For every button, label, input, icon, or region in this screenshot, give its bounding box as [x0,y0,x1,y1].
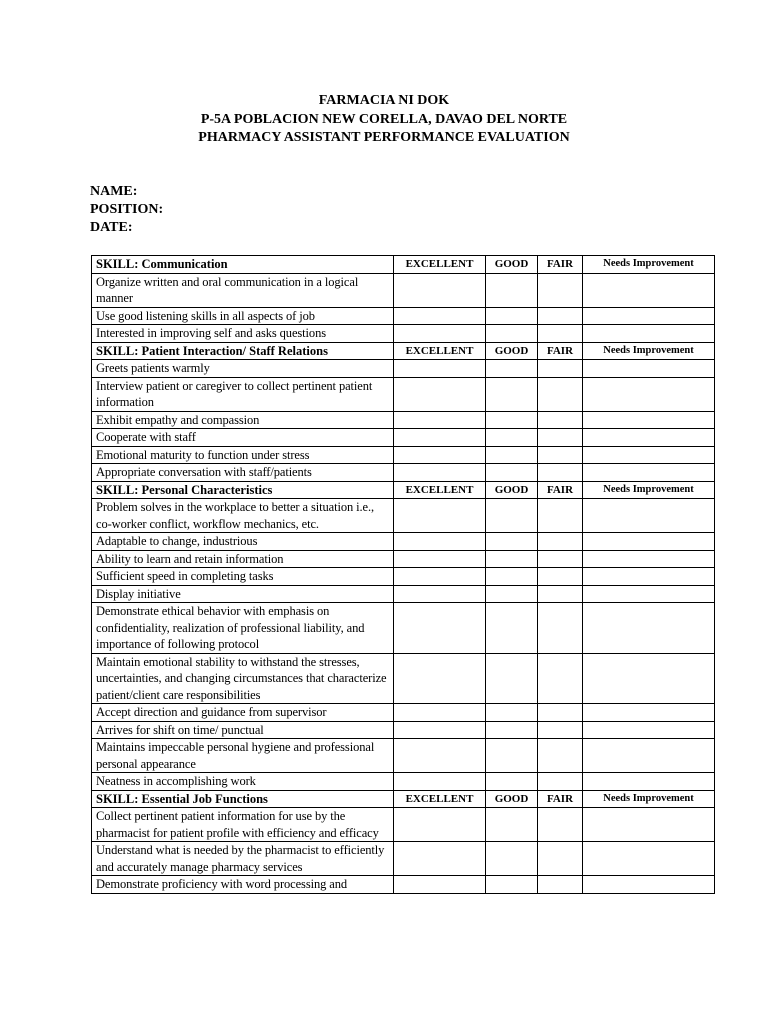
rating-cell-excellent[interactable] [394,377,486,411]
rating-cell-excellent[interactable] [394,325,486,343]
rating-cell-needs-improvement[interactable] [583,808,715,842]
criteria-label: Interview patient or caregiver to collect pertinent patient information [92,377,394,411]
rating-cell-needs-improvement[interactable] [583,446,715,464]
criteria-label: Maintains impeccable personal hygiene and professional personal appearance [92,739,394,773]
rating-cell-needs-improvement[interactable] [583,273,715,307]
skill-title: SKILL: Communication [92,256,394,274]
column-header-good: GOOD [486,790,538,808]
rating-cell-excellent[interactable] [394,739,486,773]
rating-cell-excellent[interactable] [394,411,486,429]
rating-cell-fair[interactable] [538,585,583,603]
rating-cell-excellent[interactable] [394,653,486,704]
criteria-row [92,464,715,482]
criteria-row [92,876,715,894]
rating-cell-excellent[interactable] [394,568,486,586]
rating-cell-good[interactable] [486,721,538,739]
rating-cell-excellent[interactable] [394,360,486,378]
criteria-row [92,808,715,842]
criteria-label: Demonstrate ethical behavior with emphasis on confidentiality, realization of professional liability, and importance of following protocol [92,603,394,654]
rating-cell-excellent[interactable] [394,550,486,568]
rating-cell-good[interactable] [486,533,538,551]
rating-cell-needs-improvement[interactable] [583,773,715,791]
rating-cell-fair[interactable] [538,499,583,533]
rating-cell-excellent[interactable] [394,307,486,325]
rating-cell-good[interactable] [486,307,538,325]
rating-cell-fair[interactable] [538,325,583,343]
column-header-fair: FAIR [538,256,583,274]
rating-cell-needs-improvement[interactable] [583,876,715,894]
criteria-label: Problem solves in the workplace to better a situation i.e., co-worker conflict, workflow mechanics, etc. [92,499,394,533]
rating-cell-good[interactable] [486,464,538,482]
criteria-row [92,704,715,722]
rating-cell-fair[interactable] [538,876,583,894]
criteria-label: Accept direction and guidance from supervisor [92,704,394,722]
rating-cell-fair[interactable] [538,446,583,464]
criteria-label: Adaptable to change, industrious [92,533,394,551]
criteria-label: Interested in improving self and asks questions [92,325,394,343]
criteria-label: Exhibit empathy and compassion [92,411,394,429]
column-header-excellent: EXCELLENT [394,790,486,808]
rating-cell-good[interactable] [486,842,538,876]
criteria-label: Arrives for shift on time/ punctual [92,721,394,739]
column-header-excellent: EXCELLENT [394,342,486,360]
criteria-label: Appropriate conversation with staff/patients [92,464,394,482]
rating-cell-good[interactable] [486,568,538,586]
criteria-row [92,360,715,378]
rating-cell-good[interactable] [486,411,538,429]
criteria-row [92,377,715,411]
criteria-label: Maintain emotional stability to withstand the stresses, uncertainties, and changing circumstances that characterize patient/client care responsibilities [92,653,394,704]
rating-cell-fair[interactable] [538,533,583,551]
rating-cell-fair[interactable] [538,568,583,586]
criteria-row [92,499,715,533]
criteria-row [92,533,715,551]
rating-cell-good[interactable] [486,876,538,894]
pharmacy-name: FARMACIA NI DOK [318,93,450,108]
rating-cell-good[interactable] [486,704,538,722]
rating-cell-good[interactable] [486,550,538,568]
rating-cell-excellent[interactable] [394,273,486,307]
criteria-row [92,842,715,876]
rating-cell-fair[interactable] [538,721,583,739]
rating-cell-fair[interactable] [538,739,583,773]
column-header-good: GOOD [486,342,538,360]
skill-header-row [92,481,715,499]
rating-cell-fair[interactable] [538,808,583,842]
criteria-row [92,739,715,773]
column-header-good: GOOD [486,256,538,274]
rating-cell-good[interactable] [486,653,538,704]
rating-cell-needs-improvement[interactable] [583,533,715,551]
rating-cell-needs-improvement[interactable] [583,585,715,603]
column-header-good: GOOD [486,481,538,499]
column-header-needs-improvement: Needs Improvement [583,342,715,360]
rating-cell-needs-improvement[interactable] [583,568,715,586]
rating-cell-good[interactable] [486,603,538,654]
rating-cell-excellent[interactable] [394,499,486,533]
rating-cell-fair[interactable] [538,273,583,307]
rating-cell-needs-improvement[interactable] [583,550,715,568]
name-field-label: NAME: [90,184,138,199]
skill-title: SKILL: Essential Job Functions [92,790,394,808]
rating-cell-good[interactable] [486,446,538,464]
date-field-label: DATE: [90,220,133,235]
rating-cell-good[interactable] [486,429,538,447]
rating-cell-good[interactable] [486,360,538,378]
criteria-row [92,568,715,586]
rating-cell-good[interactable] [486,499,538,533]
criteria-row [92,446,715,464]
criteria-label: Cooperate with staff [92,429,394,447]
skill-title: SKILL: Personal Characteristics [92,481,394,499]
column-header-needs-improvement: Needs Improvement [583,481,715,499]
rating-cell-excellent[interactable] [394,533,486,551]
rating-cell-needs-improvement[interactable] [583,721,715,739]
skill-header-row [92,256,715,274]
criteria-row [92,585,715,603]
rating-cell-excellent[interactable] [394,808,486,842]
rating-cell-needs-improvement[interactable] [583,464,715,482]
criteria-label: Sufficient speed in completing tasks [92,568,394,586]
criteria-label: Use good listening skills in all aspects of job [92,307,394,325]
document-title: PHARMACY ASSISTANT PERFORMANCE EVALUATION [198,130,570,145]
column-header-fair: FAIR [538,790,583,808]
rating-cell-excellent[interactable] [394,585,486,603]
rating-cell-excellent[interactable] [394,842,486,876]
rating-cell-fair[interactable] [538,464,583,482]
rating-cell-excellent[interactable] [394,721,486,739]
rating-cell-fair[interactable] [538,411,583,429]
criteria-row [92,325,715,343]
rating-cell-good[interactable] [486,273,538,307]
evaluation-table [91,255,715,894]
criteria-label: Ability to learn and retain information [92,550,394,568]
rating-cell-needs-improvement[interactable] [583,360,715,378]
rating-cell-excellent[interactable] [394,446,486,464]
rating-cell-needs-improvement[interactable] [583,739,715,773]
rating-cell-needs-improvement[interactable] [583,603,715,654]
rating-cell-good[interactable] [486,808,538,842]
rating-cell-needs-improvement[interactable] [583,499,715,533]
rating-cell-fair[interactable] [538,603,583,654]
criteria-label: Neatness in accomplishing work [92,773,394,791]
position-field-label: POSITION: [90,202,164,217]
rating-cell-needs-improvement[interactable] [583,429,715,447]
criteria-row [92,721,715,739]
rating-cell-excellent[interactable] [394,704,486,722]
criteria-label: Display initiative [92,585,394,603]
criteria-label: Greets patients warmly [92,360,394,378]
skill-title: SKILL: Patient Interaction/ Staff Relations [92,342,394,360]
criteria-row [92,411,715,429]
rating-cell-fair[interactable] [538,377,583,411]
column-header-needs-improvement: Needs Improvement [583,790,715,808]
rating-cell-good[interactable] [486,773,538,791]
rating-cell-good[interactable] [486,585,538,603]
criteria-row [92,653,715,704]
rating-cell-fair[interactable] [538,653,583,704]
pharmacy-address: P-5A POBLACION NEW CORELLA, DAVAO DEL NORTE [200,111,568,127]
rating-cell-needs-improvement[interactable] [583,325,715,343]
skill-header-row [92,342,715,360]
rating-cell-needs-improvement[interactable] [583,704,715,722]
criteria-label: Collect pertinent patient information for use by the pharmacist for patient profile with efficiency and efficacy [92,808,394,842]
criteria-label: Organize written and oral communication in a logical manner [92,273,394,307]
rating-cell-needs-improvement[interactable] [583,653,715,704]
employee-fields [90,183,163,237]
rating-cell-needs-improvement[interactable] [583,377,715,411]
rating-cell-excellent[interactable] [394,603,486,654]
criteria-label: Understand what is needed by the pharmacist to efficiently and accurately manage pharmacy services [92,842,394,876]
column-header-needs-improvement: Needs Improvement [583,256,715,274]
criteria-label: Emotional maturity to function under stress [92,446,394,464]
rating-cell-needs-improvement[interactable] [583,411,715,429]
column-header-fair: FAIR [538,481,583,499]
criteria-row [92,603,715,654]
criteria-row [92,773,715,791]
rating-cell-fair[interactable] [538,360,583,378]
criteria-label: Demonstrate proficiency with word processing and [92,876,394,894]
rating-cell-fair[interactable] [538,550,583,568]
criteria-row [92,273,715,307]
rating-cell-needs-improvement[interactable] [583,842,715,876]
rating-cell-good[interactable] [486,739,538,773]
skill-header-row [92,790,715,808]
rating-cell-excellent[interactable] [394,429,486,447]
column-header-fair: FAIR [538,342,583,360]
column-header-excellent: EXCELLENT [394,481,486,499]
rating-cell-fair[interactable] [538,429,583,447]
rating-cell-fair[interactable] [538,773,583,791]
criteria-row [92,550,715,568]
rating-cell-excellent[interactable] [394,773,486,791]
rating-cell-fair[interactable] [538,842,583,876]
rating-cell-good[interactable] [486,325,538,343]
rating-cell-fair[interactable] [538,307,583,325]
rating-cell-excellent[interactable] [394,876,486,894]
rating-cell-good[interactable] [486,377,538,411]
document-header [0,92,768,148]
rating-cell-needs-improvement[interactable] [583,307,715,325]
criteria-row [92,307,715,325]
rating-cell-excellent[interactable] [394,464,486,482]
column-header-excellent: EXCELLENT [394,256,486,274]
rating-cell-fair[interactable] [538,704,583,722]
criteria-row [92,429,715,447]
